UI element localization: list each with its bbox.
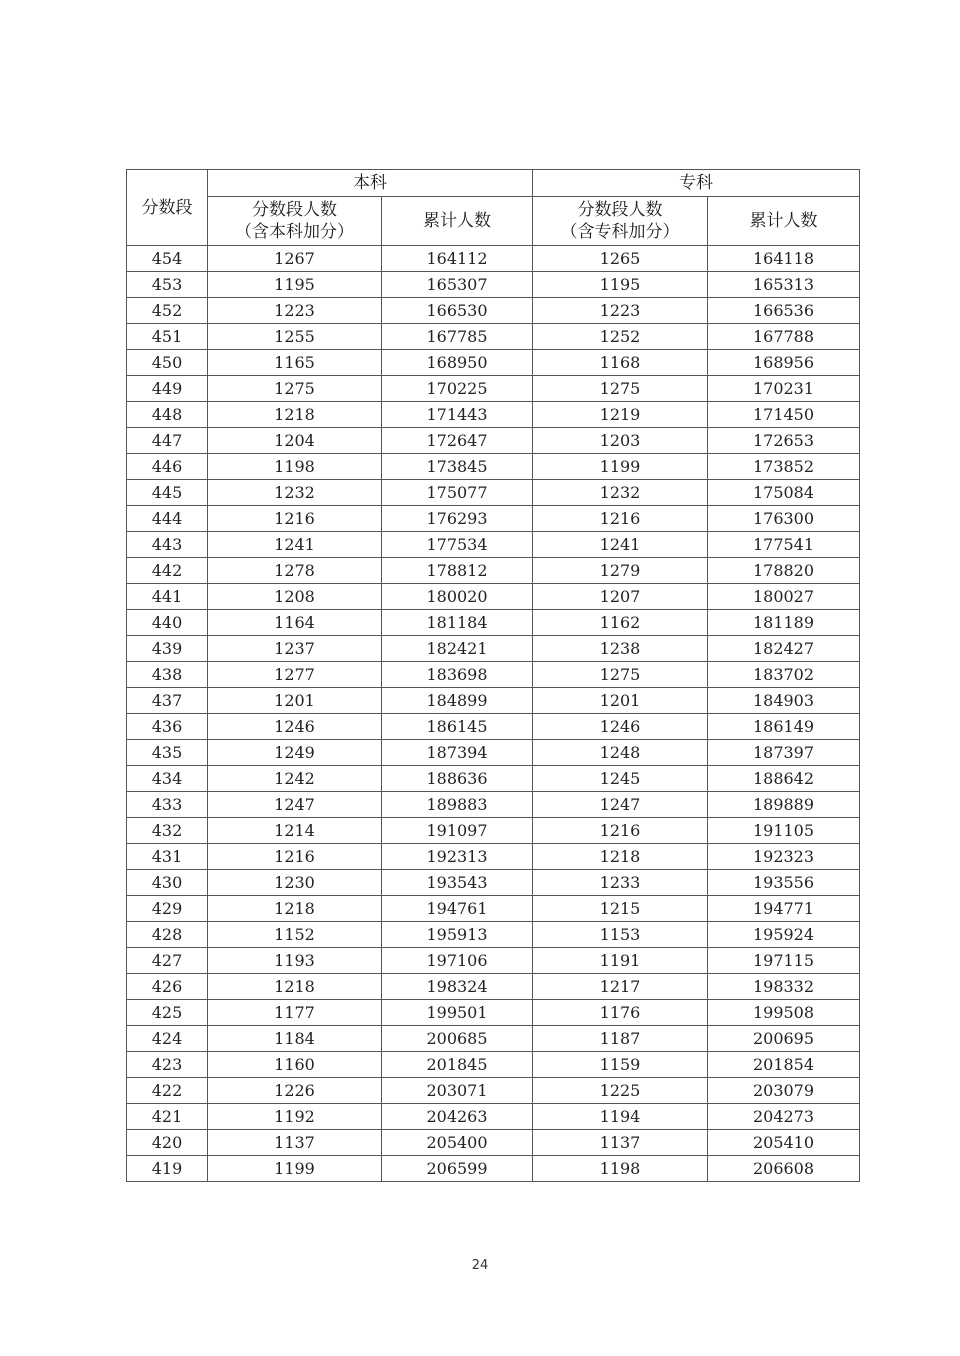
score-cell: 454 xyxy=(127,246,208,272)
benke-cumulative-cell: 194761 xyxy=(382,896,533,922)
zhuanke-cumulative-cell: 167788 xyxy=(708,324,860,350)
table-row xyxy=(127,532,860,558)
benke-cumulative-cell: 176293 xyxy=(382,506,533,532)
score-cell: 439 xyxy=(127,636,208,662)
benke-count-cell: 1241 xyxy=(208,532,382,558)
benke-count-cell: 1230 xyxy=(208,870,382,896)
benke-count-cell: 1214 xyxy=(208,818,382,844)
benke-count-cell: 1193 xyxy=(208,948,382,974)
table-row xyxy=(127,844,860,870)
score-cell: 446 xyxy=(127,454,208,480)
score-cell: 451 xyxy=(127,324,208,350)
table-row xyxy=(127,766,860,792)
table-row xyxy=(127,1078,860,1104)
benke-cumulative-cell: 171443 xyxy=(382,402,533,428)
zhuanke-cumulative-cell: 172653 xyxy=(708,428,860,454)
table-header xyxy=(127,170,860,246)
benke-cumulative-cell: 164112 xyxy=(382,246,533,272)
score-cell: 435 xyxy=(127,740,208,766)
benke-cumulative-cell: 181184 xyxy=(382,610,533,636)
zhuanke-cumulative-cell: 175084 xyxy=(708,480,860,506)
score-cell: 420 xyxy=(127,1130,208,1156)
benke-cumulative-cell: 184899 xyxy=(382,688,533,714)
table-row xyxy=(127,1052,860,1078)
benke-cumulative-cell: 182421 xyxy=(382,636,533,662)
zhuanke-cumulative-cell: 177541 xyxy=(708,532,860,558)
score-cell: 449 xyxy=(127,376,208,402)
zhuanke-count-cell: 1199 xyxy=(533,454,708,480)
zhuanke-cumulative-cell: 178820 xyxy=(708,558,860,584)
benke-cumulative-cell: 192313 xyxy=(382,844,533,870)
benke-count-cell: 1226 xyxy=(208,1078,382,1104)
zhuanke-cumulative-cell: 189889 xyxy=(708,792,860,818)
score-cell: 429 xyxy=(127,896,208,922)
score-cell: 436 xyxy=(127,714,208,740)
zhuanke-cumulative-cell: 166536 xyxy=(708,298,860,324)
table-row xyxy=(127,1026,860,1052)
header-row-top xyxy=(127,170,860,197)
benke-count-cell: 1216 xyxy=(208,844,382,870)
table-row xyxy=(127,792,860,818)
table-row xyxy=(127,272,860,298)
zhuanke-count-cell: 1215 xyxy=(533,896,708,922)
benke-count-cell: 1246 xyxy=(208,714,382,740)
zhuanke-count-cell: 1247 xyxy=(533,792,708,818)
benke-cumulative-cell: 168950 xyxy=(382,350,533,376)
header-row-bottom xyxy=(127,197,860,246)
table-row xyxy=(127,480,860,506)
zhuanke-count-cell: 1241 xyxy=(533,532,708,558)
benke-cumulative-cell: 201845 xyxy=(382,1052,533,1078)
zhuanke-count-cell: 1159 xyxy=(533,1052,708,1078)
table-row xyxy=(127,428,860,454)
benke-count-cell: 1247 xyxy=(208,792,382,818)
score-cell: 448 xyxy=(127,402,208,428)
score-cell: 424 xyxy=(127,1026,208,1052)
table-row xyxy=(127,974,860,1000)
header-zhuanke-count xyxy=(533,197,708,246)
score-cell: 450 xyxy=(127,350,208,376)
zhuanke-cumulative-cell: 204273 xyxy=(708,1104,860,1130)
table-row xyxy=(127,636,860,662)
benke-cumulative-cell: 206599 xyxy=(382,1156,533,1182)
zhuanke-count-cell: 1162 xyxy=(533,610,708,636)
table-row xyxy=(127,246,860,272)
score-cell: 452 xyxy=(127,298,208,324)
header-zhuanke-cumulative: 累计人数 xyxy=(708,197,860,246)
score-cell: 442 xyxy=(127,558,208,584)
benke-cumulative-cell: 189883 xyxy=(382,792,533,818)
table-row xyxy=(127,350,860,376)
score-cell: 430 xyxy=(127,870,208,896)
score-cell: 426 xyxy=(127,974,208,1000)
header-benke-count xyxy=(208,197,382,246)
benke-count-cell: 1255 xyxy=(208,324,382,350)
zhuanke-cumulative-cell: 180027 xyxy=(708,584,860,610)
zhuanke-cumulative-cell: 193556 xyxy=(708,870,860,896)
score-cell: 425 xyxy=(127,1000,208,1026)
zhuanke-count-cell: 1275 xyxy=(533,376,708,402)
zhuanke-count-cell: 1246 xyxy=(533,714,708,740)
zhuanke-cumulative-cell: 184903 xyxy=(708,688,860,714)
score-cell: 431 xyxy=(127,844,208,870)
zhuanke-count-cell: 1232 xyxy=(533,480,708,506)
score-cell: 422 xyxy=(127,1078,208,1104)
benke-count-cell: 1218 xyxy=(208,896,382,922)
score-cell: 447 xyxy=(127,428,208,454)
benke-count-cell: 1277 xyxy=(208,662,382,688)
zhuanke-count-cell: 1168 xyxy=(533,350,708,376)
benke-cumulative-cell: 200685 xyxy=(382,1026,533,1052)
zhuanke-cumulative-cell: 206608 xyxy=(708,1156,860,1182)
zhuanke-cumulative-cell: 200695 xyxy=(708,1026,860,1052)
zhuanke-cumulative-cell: 181189 xyxy=(708,610,860,636)
score-cell: 445 xyxy=(127,480,208,506)
zhuanke-count-cell: 1248 xyxy=(533,740,708,766)
score-cell: 453 xyxy=(127,272,208,298)
benke-cumulative-cell: 172647 xyxy=(382,428,533,454)
zhuanke-count-cell: 1216 xyxy=(533,818,708,844)
zhuanke-count-cell: 1275 xyxy=(533,662,708,688)
benke-count-cell: 1267 xyxy=(208,246,382,272)
benke-cumulative-cell: 198324 xyxy=(382,974,533,1000)
zhuanke-count-cell: 1245 xyxy=(533,766,708,792)
header-benke-count-note: （含本科加分） xyxy=(235,222,354,242)
zhuanke-cumulative-cell: 197115 xyxy=(708,948,860,974)
zhuanke-count-cell: 1203 xyxy=(533,428,708,454)
table-row xyxy=(127,506,860,532)
table-row xyxy=(127,558,860,584)
zhuanke-count-cell: 1195 xyxy=(533,272,708,298)
zhuanke-count-cell: 1219 xyxy=(533,402,708,428)
zhuanke-cumulative-cell: 187397 xyxy=(708,740,860,766)
zhuanke-cumulative-cell: 182427 xyxy=(708,636,860,662)
benke-cumulative-cell: 170225 xyxy=(382,376,533,402)
benke-count-cell: 1275 xyxy=(208,376,382,402)
table-row xyxy=(127,584,860,610)
score-cell: 440 xyxy=(127,610,208,636)
score-cell: 419 xyxy=(127,1156,208,1182)
benke-count-cell: 1218 xyxy=(208,402,382,428)
score-cell: 441 xyxy=(127,584,208,610)
zhuanke-cumulative-cell: 192323 xyxy=(708,844,860,870)
table-row xyxy=(127,688,860,714)
header-zhuanke: 专科 xyxy=(533,170,860,197)
zhuanke-cumulative-cell: 183702 xyxy=(708,662,860,688)
zhuanke-count-cell: 1218 xyxy=(533,844,708,870)
score-cell: 421 xyxy=(127,1104,208,1130)
zhuanke-cumulative-cell: 188642 xyxy=(708,766,860,792)
benke-count-cell: 1184 xyxy=(208,1026,382,1052)
score-cell: 434 xyxy=(127,766,208,792)
zhuanke-cumulative-cell: 195924 xyxy=(708,922,860,948)
score-cell: 438 xyxy=(127,662,208,688)
benke-cumulative-cell: 188636 xyxy=(382,766,533,792)
zhuanke-count-cell: 1191 xyxy=(533,948,708,974)
benke-cumulative-cell: 165307 xyxy=(382,272,533,298)
table-row xyxy=(127,870,860,896)
zhuanke-count-cell: 1137 xyxy=(533,1130,708,1156)
benke-count-cell: 1165 xyxy=(208,350,382,376)
score-cell: 437 xyxy=(127,688,208,714)
benke-cumulative-cell: 204263 xyxy=(382,1104,533,1130)
benke-count-cell: 1137 xyxy=(208,1130,382,1156)
benke-count-cell: 1237 xyxy=(208,636,382,662)
benke-count-cell: 1192 xyxy=(208,1104,382,1130)
benke-count-cell: 1199 xyxy=(208,1156,382,1182)
zhuanke-count-cell: 1252 xyxy=(533,324,708,350)
benke-count-cell: 1249 xyxy=(208,740,382,766)
benke-count-cell: 1232 xyxy=(208,480,382,506)
benke-cumulative-cell: 167785 xyxy=(382,324,533,350)
zhuanke-cumulative-cell: 205410 xyxy=(708,1130,860,1156)
benke-count-cell: 1201 xyxy=(208,688,382,714)
zhuanke-count-cell: 1187 xyxy=(533,1026,708,1052)
score-cell: 433 xyxy=(127,792,208,818)
zhuanke-cumulative-cell: 201854 xyxy=(708,1052,860,1078)
page-number: 24 xyxy=(471,1258,489,1273)
benke-cumulative-cell: 166530 xyxy=(382,298,533,324)
benke-cumulative-cell: 195913 xyxy=(382,922,533,948)
table-row xyxy=(127,324,860,350)
header-score-range: 分数段 xyxy=(127,170,208,246)
table-row xyxy=(127,1156,860,1182)
benke-cumulative-cell: 180020 xyxy=(382,584,533,610)
benke-count-cell: 1208 xyxy=(208,584,382,610)
table-row xyxy=(127,740,860,766)
header-zhuanke-count-note: （含专科加分） xyxy=(560,222,680,242)
benke-count-cell: 1278 xyxy=(208,558,382,584)
zhuanke-count-cell: 1233 xyxy=(533,870,708,896)
benke-cumulative-cell: 193543 xyxy=(382,870,533,896)
header-benke-cumulative: 累计人数 xyxy=(382,197,533,246)
zhuanke-cumulative-cell: 194771 xyxy=(708,896,860,922)
score-distribution-table xyxy=(126,169,860,1182)
zhuanke-cumulative-cell: 165313 xyxy=(708,272,860,298)
table-row xyxy=(127,376,860,402)
zhuanke-count-cell: 1176 xyxy=(533,1000,708,1026)
zhuanke-count-cell: 1217 xyxy=(533,974,708,1000)
zhuanke-count-cell: 1238 xyxy=(533,636,708,662)
benke-count-cell: 1152 xyxy=(208,922,382,948)
zhuanke-cumulative-cell: 199508 xyxy=(708,1000,860,1026)
zhuanke-cumulative-cell: 173852 xyxy=(708,454,860,480)
zhuanke-count-cell: 1265 xyxy=(533,246,708,272)
zhuanke-cumulative-cell: 171450 xyxy=(708,402,860,428)
zhuanke-count-cell: 1225 xyxy=(533,1078,708,1104)
score-cell: 443 xyxy=(127,532,208,558)
benke-count-cell: 1223 xyxy=(208,298,382,324)
zhuanke-cumulative-cell: 191105 xyxy=(708,818,860,844)
table-row xyxy=(127,714,860,740)
score-cell: 432 xyxy=(127,818,208,844)
zhuanke-count-cell: 1153 xyxy=(533,922,708,948)
header-zhuanke-count-label: 分数段人数 xyxy=(577,200,663,220)
benke-count-cell: 1160 xyxy=(208,1052,382,1078)
benke-count-cell: 1204 xyxy=(208,428,382,454)
benke-count-cell: 1198 xyxy=(208,454,382,480)
zhuanke-cumulative-cell: 170231 xyxy=(708,376,860,402)
zhuanke-cumulative-cell: 164118 xyxy=(708,246,860,272)
score-cell: 428 xyxy=(127,922,208,948)
benke-cumulative-cell: 178812 xyxy=(382,558,533,584)
table-body xyxy=(127,246,860,1182)
zhuanke-count-cell: 1201 xyxy=(533,688,708,714)
benke-cumulative-cell: 187394 xyxy=(382,740,533,766)
benke-cumulative-cell: 191097 xyxy=(382,818,533,844)
table-row xyxy=(127,402,860,428)
benke-count-cell: 1216 xyxy=(208,506,382,532)
table-row xyxy=(127,298,860,324)
benke-cumulative-cell: 177534 xyxy=(382,532,533,558)
table-row xyxy=(127,1000,860,1026)
zhuanke-count-cell: 1223 xyxy=(533,298,708,324)
table-row xyxy=(127,818,860,844)
table-row xyxy=(127,896,860,922)
benke-cumulative-cell: 197106 xyxy=(382,948,533,974)
benke-cumulative-cell: 205400 xyxy=(382,1130,533,1156)
table-row xyxy=(127,1104,860,1130)
header-benke: 本科 xyxy=(208,170,533,197)
table-row xyxy=(127,1130,860,1156)
benke-cumulative-cell: 199501 xyxy=(382,1000,533,1026)
zhuanke-count-cell: 1279 xyxy=(533,558,708,584)
benke-cumulative-cell: 175077 xyxy=(382,480,533,506)
benke-cumulative-cell: 173845 xyxy=(382,454,533,480)
benke-count-cell: 1195 xyxy=(208,272,382,298)
zhuanke-cumulative-cell: 168956 xyxy=(708,350,860,376)
score-cell: 444 xyxy=(127,506,208,532)
benke-count-cell: 1242 xyxy=(208,766,382,792)
score-cell: 423 xyxy=(127,1052,208,1078)
table-row xyxy=(127,662,860,688)
zhuanke-cumulative-cell: 203079 xyxy=(708,1078,860,1104)
table-row xyxy=(127,454,860,480)
benke-count-cell: 1218 xyxy=(208,974,382,1000)
benke-cumulative-cell: 186145 xyxy=(382,714,533,740)
table-row xyxy=(127,922,860,948)
zhuanke-count-cell: 1194 xyxy=(533,1104,708,1130)
zhuanke-cumulative-cell: 198332 xyxy=(708,974,860,1000)
benke-cumulative-cell: 183698 xyxy=(382,662,533,688)
zhuanke-count-cell: 1198 xyxy=(533,1156,708,1182)
zhuanke-cumulative-cell: 176300 xyxy=(708,506,860,532)
benke-count-cell: 1177 xyxy=(208,1000,382,1026)
zhuanke-count-cell: 1207 xyxy=(533,584,708,610)
benke-cumulative-cell: 203071 xyxy=(382,1078,533,1104)
score-cell: 427 xyxy=(127,948,208,974)
zhuanke-cumulative-cell: 186149 xyxy=(708,714,860,740)
table-row xyxy=(127,610,860,636)
header-benke-count-label: 分数段人数 xyxy=(252,200,337,220)
table-row xyxy=(127,948,860,974)
benke-count-cell: 1164 xyxy=(208,610,382,636)
zhuanke-count-cell: 1216 xyxy=(533,506,708,532)
